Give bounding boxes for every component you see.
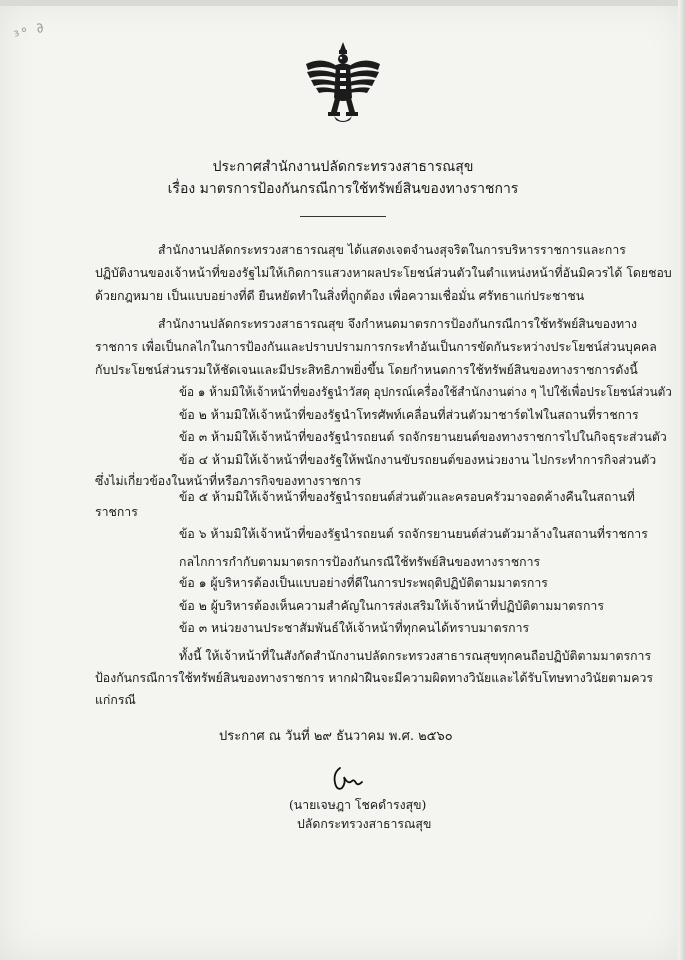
garuda-emblem-icon (304, 40, 382, 126)
paragraph-2-line-1: สำนักงานปลัดกระทรวงสาธารณสุข จึงกำหนดมาตรการป้องกันกรณีการใช้ทรัพย์สินของทาง (158, 317, 638, 331)
paragraph-1-line-2: ปฏิบัติงานของเจ้าหน้าที่ของรัฐไม่ให้เกิดการแสวงหาผลประโยชน์ส่วนตัวในตำแหน่งหน้าที่อันมิควรได้ โดยชอบ (95, 266, 672, 280)
announcement-date: ประกาศ ณ วันที่ ๒๙ ธันวาคม พ.ศ. ๒๕๖๐ (219, 729, 453, 744)
paragraph-2-line-3: กับประโยชน์ส่วนรวมให้ชัดเจนและมีประสิทธิภาพยิ่งขึ้น โดยกำหนดการใช้ทรัพย์สินของทางราชการดังนี้ (95, 363, 638, 377)
signer-title: ปลัดกระทรวงสาธารณสุข (297, 817, 432, 831)
handwritten-corner-mark: ³° ∂ (12, 18, 49, 46)
scan-edge-right (678, 0, 686, 960)
announcement-title: ประกาศสำนักงานปลัดกระทรวงสาธารณสุข (212, 159, 474, 175)
rule-item-6: ข้อ ๖ ห้ามมิให้เจ้าหน้าที่ของรัฐนำรถยนต์ รถจักรยานยนต์ส่วนตัวมาล้างในสถานที่ราชการ (179, 527, 648, 541)
signer-name: (นายเจษฎา โชคดำรงสุข) (289, 798, 427, 812)
mechanism-item-2: ข้อ ๒ ผู้บริหารต้องเห็นความสำคัญในการส่งเสริมให้เจ้าหน้าที่ปฏิบัติตามมาตรการ (179, 599, 604, 613)
paragraph-1-line-3: ด้วยกฎหมาย เป็นแบบอย่างที่ดี ยืนหยัดทำในสิ่งที่ถูกต้อง เพื่อความเชื่อมั่น ศรัทธาแก่ประชาชน (95, 289, 585, 303)
mechanism-title: กลไกการกำกับตามมาตรการป้องกันกรณีใช้ทรัพย์สินของทางราชการ (179, 555, 541, 569)
rule-item-5-continued: ราชการ (95, 505, 138, 519)
handwritten-signature (330, 765, 366, 793)
closing-line-3: แก่กรณี (95, 693, 136, 707)
rule-item-3: ข้อ ๓ ห้ามมิให้เจ้าหน้าที่ของรัฐนำรถยนต์ รถจักรยานยนต์ของทางราชการไปในกิจธุระส่วนตัว (179, 430, 667, 444)
scan-edge-top (0, 0, 686, 6)
title-divider (300, 216, 386, 217)
mechanism-item-1: ข้อ ๑ ผู้บริหารต้องเป็นแบบอย่างที่ดีในการประพฤติปฏิบัติตามมาตรการ (179, 576, 548, 590)
paragraph-1-line-1: สำนักงานปลัดกระทรวงสาธารณสุข ได้แสดงเจตจำนงสุจริตในการบริหารราชการและการ (158, 243, 626, 257)
rule-item-4-continued: ซึ่งไม่เกี่ยวข้องในหน้าที่หรือภารกิจของทางราชการ (95, 474, 362, 488)
mechanism-item-3: ข้อ ๓ หน่วยงานประชาสัมพันธ์ให้เจ้าหน้าที่ทุกคนได้ทราบมาตรการ (179, 621, 530, 635)
announcement-subject: เรื่อง มาตรการป้องกันกรณีการใช้ทรัพย์สินของทางราชการ (167, 181, 519, 197)
rule-item-4: ข้อ ๔ ห้ามมิให้เจ้าหน้าที่ของรัฐให้พนักงานขับรถยนต์ของหน่วยงาน ไปกระทำการกิจส่วนตัว (179, 453, 657, 467)
rule-item-1: ข้อ ๑ ห้ามมิให้เจ้าหน้าที่ของรัฐนำวัสดุ อุปกรณ์เครื่องใช้สำนักงานต่าง ๆ ไปใช้เพื่อประโยชน์ส่วนตัว (179, 385, 672, 399)
rule-item-5: ข้อ ๕ ห้ามมิให้เจ้าหน้าที่ของรัฐนำรถยนต์ส่วนตัวและครอบครัวมาจอดค้างคืนในสถานที่ (179, 490, 635, 504)
paragraph-2-line-2: ราชการ เพื่อเป็นกลไกในการป้องกันและปราบปรามการกระทำอันเป็นการขัดกันระหว่างประโยชน์ส่วนบุคคล (95, 340, 657, 354)
closing-line-1: ทั้งนี้ ให้เจ้าหน้าที่ในสังกัดสำนักงานปลัดกระทรวงสาธารณสุขทุกคนถือปฏิบัติตามมาตรการ (179, 649, 652, 663)
closing-line-2: ป้องกันกรณีการใช้ทรัพย์สินของทางราชการ หากฝ่าฝืนจะมีความผิดทางวินัยและได้รับโทษทางวินัยตามควร (95, 671, 653, 685)
rule-item-2: ข้อ ๒ ห้ามมิให้เจ้าหน้าที่ของรัฐนำโทรศัพท์เคลื่อนที่ส่วนตัวมาชาร์ตไฟในสถานที่ราชการ (179, 408, 639, 422)
